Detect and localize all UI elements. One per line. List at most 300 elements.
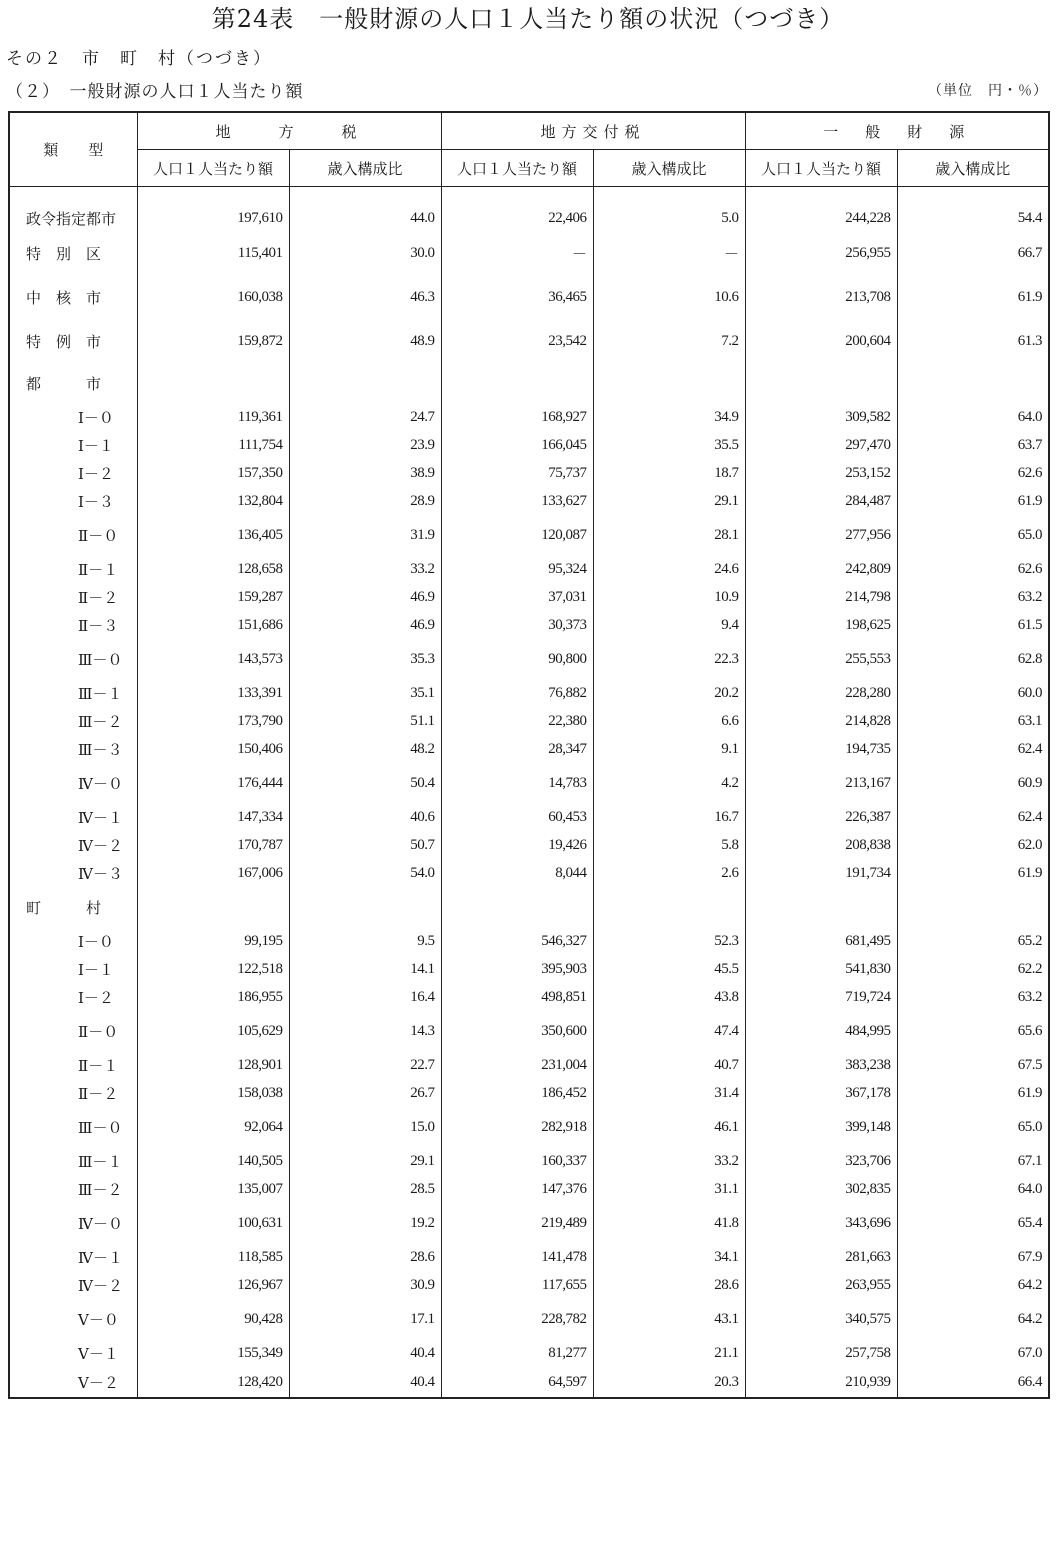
value-cell: 155,349 xyxy=(137,1339,289,1367)
value-cell: 64.2 xyxy=(897,1271,1049,1299)
value-cell: 213,167 xyxy=(745,763,897,803)
value-cell: 20.3 xyxy=(593,1367,745,1398)
table-row xyxy=(9,459,1049,487)
value-cell: 118,585 xyxy=(137,1243,289,1271)
value-cell: 40.6 xyxy=(289,803,441,831)
value-cell: 126,967 xyxy=(137,1271,289,1299)
value-cell: 546,327 xyxy=(441,927,593,955)
value-cell xyxy=(137,887,289,927)
value-cell: 63.1 xyxy=(897,707,1049,735)
value-cell: 52.3 xyxy=(593,927,745,955)
ratio-header: 歳入構成比 xyxy=(289,150,441,187)
value-cell: 160,337 xyxy=(441,1147,593,1175)
value-cell: 35.5 xyxy=(593,431,745,459)
value-cell: － xyxy=(593,231,745,275)
row-label: Ⅰ－２ xyxy=(78,988,114,1007)
value-cell: 6.6 xyxy=(593,707,745,735)
value-cell: 105,629 xyxy=(137,1011,289,1051)
value-cell: 33.2 xyxy=(593,1147,745,1175)
table-row xyxy=(9,1147,1049,1175)
row-label: 特 例 市 xyxy=(26,332,102,351)
value-cell: 40.7 xyxy=(593,1051,745,1079)
value-cell: 34.9 xyxy=(593,403,745,431)
value-cell: 62.6 xyxy=(897,555,1049,583)
value-cell: 191,734 xyxy=(745,859,897,887)
row-label: Ⅲ－３ xyxy=(78,740,123,759)
row-label: Ⅱ－２ xyxy=(78,588,119,607)
value-cell: 22.7 xyxy=(289,1051,441,1079)
value-cell: 323,706 xyxy=(745,1147,897,1175)
value-cell: 63.7 xyxy=(897,431,1049,459)
table-row xyxy=(9,1051,1049,1079)
value-cell: 208,838 xyxy=(745,831,897,859)
table-row xyxy=(9,1243,1049,1271)
value-cell: 186,452 xyxy=(441,1079,593,1107)
value-cell: 81,277 xyxy=(441,1339,593,1367)
value-cell: 60.9 xyxy=(897,763,1049,803)
value-cell: 9.1 xyxy=(593,735,745,763)
value-cell: 14,783 xyxy=(441,763,593,803)
value-cell: 35.3 xyxy=(289,639,441,679)
table-row xyxy=(9,431,1049,459)
value-cell: 186,955 xyxy=(137,983,289,1011)
row-label: Ⅳ－０ xyxy=(78,1214,123,1233)
table-row xyxy=(9,831,1049,859)
value-cell: 257,758 xyxy=(745,1339,897,1367)
value-cell: 133,391 xyxy=(137,679,289,707)
value-cell: 10.6 xyxy=(593,275,745,319)
value-cell: 28.1 xyxy=(593,515,745,555)
value-cell: 159,872 xyxy=(137,319,289,363)
value-cell: 135,007 xyxy=(137,1175,289,1203)
value-cell: 64.2 xyxy=(897,1299,1049,1339)
value-cell: 157,350 xyxy=(137,459,289,487)
local-tax-header: 地 方 税 xyxy=(137,112,441,150)
table-row xyxy=(9,1011,1049,1051)
value-cell: 66.7 xyxy=(897,231,1049,275)
row-label: Ⅲ－０ xyxy=(78,1118,123,1137)
row-label: 特 別 区 xyxy=(26,244,102,263)
value-cell: 2.6 xyxy=(593,859,745,887)
value-cell: 19,426 xyxy=(441,831,593,859)
value-cell xyxy=(441,887,593,927)
row-label: Ⅱ－１ xyxy=(78,1056,119,1075)
value-cell: 67.5 xyxy=(897,1051,1049,1079)
value-cell: 168,927 xyxy=(441,403,593,431)
value-cell: 54.4 xyxy=(897,187,1049,232)
value-cell: 284,487 xyxy=(745,487,897,515)
row-label: 中 核 市 xyxy=(26,288,102,307)
value-cell: 277,956 xyxy=(745,515,897,555)
value-cell: 46.3 xyxy=(289,275,441,319)
value-cell: 28.5 xyxy=(289,1175,441,1203)
value-cell: 63.2 xyxy=(897,983,1049,1011)
value-cell: 340,575 xyxy=(745,1299,897,1339)
value-cell xyxy=(897,887,1049,927)
unit-note: （単位 円・％） xyxy=(928,83,1048,99)
value-cell: 228,782 xyxy=(441,1299,593,1339)
value-cell: 681,495 xyxy=(745,927,897,955)
value-cell: 167,006 xyxy=(137,859,289,887)
table-row xyxy=(9,927,1049,955)
value-cell: 45.5 xyxy=(593,955,745,983)
value-cell: 228,280 xyxy=(745,679,897,707)
table-row xyxy=(9,1079,1049,1107)
value-cell: 16.4 xyxy=(289,983,441,1011)
value-cell: 29.1 xyxy=(593,487,745,515)
per-capita-header: 人口１人当たり額 xyxy=(441,150,593,187)
value-cell: 30.0 xyxy=(289,231,441,275)
value-cell: 67.0 xyxy=(897,1339,1049,1367)
group-heading-row xyxy=(9,363,1049,403)
value-cell: 214,828 xyxy=(745,707,897,735)
value-cell: 158,038 xyxy=(137,1079,289,1107)
value-cell: 17.1 xyxy=(289,1299,441,1339)
value-cell: 242,809 xyxy=(745,555,897,583)
value-cell: 302,835 xyxy=(745,1175,897,1203)
value-cell: 18.7 xyxy=(593,459,745,487)
value-cell: 14.3 xyxy=(289,1011,441,1051)
local-allocation-tax-header: 地方交付税 xyxy=(441,112,745,150)
value-cell: 62.8 xyxy=(897,639,1049,679)
row-label: Ⅳ－１ xyxy=(78,1248,123,1267)
value-cell: 253,152 xyxy=(745,459,897,487)
value-cell: 30.9 xyxy=(289,1271,441,1299)
value-cell: 484,995 xyxy=(745,1011,897,1051)
row-label: 町 村 xyxy=(26,898,102,917)
value-cell: 50.7 xyxy=(289,831,441,859)
value-cell: 61.3 xyxy=(897,319,1049,363)
value-cell: 33.2 xyxy=(289,555,441,583)
value-cell: 64.0 xyxy=(897,1175,1049,1203)
value-cell: 256,955 xyxy=(745,231,897,275)
value-cell: 719,724 xyxy=(745,983,897,1011)
value-cell: 160,038 xyxy=(137,275,289,319)
value-cell: 65.2 xyxy=(897,927,1049,955)
value-cell: 62.0 xyxy=(897,831,1049,859)
value-cell: 383,238 xyxy=(745,1051,897,1079)
value-cell: 210,939 xyxy=(745,1367,897,1398)
value-cell: 61.9 xyxy=(897,859,1049,887)
table-row xyxy=(9,983,1049,1011)
value-cell: 136,405 xyxy=(137,515,289,555)
value-cell: 297,470 xyxy=(745,431,897,459)
row-label: Ⅰ－２ xyxy=(78,464,114,483)
value-cell: 147,334 xyxy=(137,803,289,831)
table-row xyxy=(9,1299,1049,1339)
value-cell: 67.9 xyxy=(897,1243,1049,1271)
value-cell: 128,658 xyxy=(137,555,289,583)
value-cell: 90,800 xyxy=(441,639,593,679)
value-cell: 133,627 xyxy=(441,487,593,515)
value-cell: 541,830 xyxy=(745,955,897,983)
value-cell: 30,373 xyxy=(441,611,593,639)
value-cell: 41.8 xyxy=(593,1203,745,1243)
value-cell: 67.1 xyxy=(897,1147,1049,1175)
row-label: 都 市 xyxy=(26,374,102,393)
value-cell: 95,324 xyxy=(441,555,593,583)
value-cell xyxy=(289,363,441,403)
value-cell: 8,044 xyxy=(441,859,593,887)
value-cell: 34.1 xyxy=(593,1243,745,1271)
value-cell: 197,610 xyxy=(137,187,289,232)
table-row xyxy=(9,763,1049,803)
table-row xyxy=(9,1367,1049,1398)
value-cell: 64,597 xyxy=(441,1367,593,1398)
value-cell: 173,790 xyxy=(137,707,289,735)
value-cell xyxy=(897,363,1049,403)
value-cell: 140,505 xyxy=(137,1147,289,1175)
table-row xyxy=(9,231,1049,275)
row-label: Ⅱ－２ xyxy=(78,1084,119,1103)
value-cell: 19.2 xyxy=(289,1203,441,1243)
value-cell: 176,444 xyxy=(137,763,289,803)
value-cell: 309,582 xyxy=(745,403,897,431)
value-cell: 22,406 xyxy=(441,187,593,232)
value-cell: 141,478 xyxy=(441,1243,593,1271)
per-capita-table xyxy=(8,111,1050,1399)
value-cell: 46.1 xyxy=(593,1107,745,1147)
value-cell: 50.4 xyxy=(289,763,441,803)
value-cell: 65.4 xyxy=(897,1203,1049,1243)
row-label: Ⅱ－０ xyxy=(78,1022,119,1041)
value-cell: 40.4 xyxy=(289,1339,441,1367)
row-label: Ⅳ－１ xyxy=(78,808,123,827)
value-cell: 65.0 xyxy=(897,1107,1049,1147)
value-cell: 36,465 xyxy=(441,275,593,319)
table-row xyxy=(9,555,1049,583)
value-cell: 48.9 xyxy=(289,319,441,363)
value-cell: 5.0 xyxy=(593,187,745,232)
value-cell: 37,031 xyxy=(441,583,593,611)
table-row xyxy=(9,515,1049,555)
value-cell: 20.2 xyxy=(593,679,745,707)
value-cell: 226,387 xyxy=(745,803,897,831)
value-cell: 29.1 xyxy=(289,1147,441,1175)
value-cell: 61.9 xyxy=(897,1079,1049,1107)
value-cell: 48.2 xyxy=(289,735,441,763)
value-cell xyxy=(593,887,745,927)
value-cell: 255,553 xyxy=(745,639,897,679)
row-label: Ⅴ－１ xyxy=(78,1344,119,1363)
value-cell: 122,518 xyxy=(137,955,289,983)
value-cell: 28.9 xyxy=(289,487,441,515)
table-row xyxy=(9,679,1049,707)
value-cell: 76,882 xyxy=(441,679,593,707)
value-cell: 132,804 xyxy=(137,487,289,515)
value-cell: 100,631 xyxy=(137,1203,289,1243)
value-cell: 64.0 xyxy=(897,403,1049,431)
table-row xyxy=(9,611,1049,639)
value-cell: 119,361 xyxy=(137,403,289,431)
value-cell: 46.9 xyxy=(289,611,441,639)
value-cell: 23,542 xyxy=(441,319,593,363)
type-header: 類 型 xyxy=(9,112,137,187)
per-capita-header: 人口１人当たり額 xyxy=(137,150,289,187)
table-row xyxy=(9,1339,1049,1367)
value-cell: 35.1 xyxy=(289,679,441,707)
value-cell: 117,655 xyxy=(441,1271,593,1299)
row-label: 政令指定都市 xyxy=(26,209,117,228)
value-cell: 14.1 xyxy=(289,955,441,983)
value-cell: 128,420 xyxy=(137,1367,289,1398)
value-cell: 9.4 xyxy=(593,611,745,639)
value-cell: 498,851 xyxy=(441,983,593,1011)
row-label: Ⅲ－２ xyxy=(78,1180,123,1199)
value-cell xyxy=(289,887,441,927)
value-cell: 4.2 xyxy=(593,763,745,803)
value-cell: 31.1 xyxy=(593,1175,745,1203)
value-cell: 51.1 xyxy=(289,707,441,735)
value-cell: 120,087 xyxy=(441,515,593,555)
value-cell: 244,228 xyxy=(745,187,897,232)
value-cell: 61.9 xyxy=(897,487,1049,515)
value-cell: 143,573 xyxy=(137,639,289,679)
value-cell: 66.4 xyxy=(897,1367,1049,1398)
value-cell: 147,376 xyxy=(441,1175,593,1203)
ratio-header: 歳入構成比 xyxy=(593,150,745,187)
value-cell: 28.6 xyxy=(593,1271,745,1299)
value-cell: 399,148 xyxy=(745,1107,897,1147)
table-subtitle: （２） 一般財源の人口１人当たり額 xyxy=(6,82,304,102)
value-cell: 28.6 xyxy=(289,1243,441,1271)
value-cell: 151,686 xyxy=(137,611,289,639)
table-row xyxy=(9,735,1049,763)
table-row xyxy=(9,1175,1049,1203)
row-label: Ⅳ－３ xyxy=(78,864,123,883)
value-cell: 24.7 xyxy=(289,403,441,431)
row-label: Ⅱ－１ xyxy=(78,560,119,579)
value-cell: 115,401 xyxy=(137,231,289,275)
table-row xyxy=(9,275,1049,319)
value-cell: 44.0 xyxy=(289,187,441,232)
value-cell: 166,045 xyxy=(441,431,593,459)
value-cell: 28,347 xyxy=(441,735,593,763)
row-label: Ⅲ－２ xyxy=(78,712,123,731)
value-cell: 111,754 xyxy=(137,431,289,459)
row-label: Ⅰ－０ xyxy=(78,408,114,427)
row-label: Ⅲ－１ xyxy=(78,684,123,703)
value-cell: 22,380 xyxy=(441,707,593,735)
value-cell: 150,406 xyxy=(137,735,289,763)
value-cell: 31.4 xyxy=(593,1079,745,1107)
row-label: Ⅰ－３ xyxy=(78,492,114,511)
value-cell xyxy=(593,363,745,403)
value-cell: 60.0 xyxy=(897,679,1049,707)
row-label: Ⅰ－１ xyxy=(78,960,114,979)
row-label: Ⅰ－１ xyxy=(78,436,114,455)
row-label: Ⅳ－０ xyxy=(78,774,123,793)
value-cell: 43.1 xyxy=(593,1299,745,1339)
row-label: Ⅴ－２ xyxy=(78,1373,119,1392)
table-row xyxy=(9,1107,1049,1147)
table-row xyxy=(9,319,1049,363)
value-cell: 75,737 xyxy=(441,459,593,487)
value-cell: 63.2 xyxy=(897,583,1049,611)
page-title: 第24表 一般財源の人口１人当たり額の状況（つづき） xyxy=(211,5,845,33)
value-cell: 7.2 xyxy=(593,319,745,363)
value-cell: 40.4 xyxy=(289,1367,441,1398)
value-cell: 10.9 xyxy=(593,583,745,611)
value-cell: 26.7 xyxy=(289,1079,441,1107)
row-label: Ⅰ－０ xyxy=(78,932,114,951)
value-cell: 219,489 xyxy=(441,1203,593,1243)
value-cell xyxy=(745,363,897,403)
value-cell: 24.6 xyxy=(593,555,745,583)
value-cell: 159,287 xyxy=(137,583,289,611)
value-cell xyxy=(441,363,593,403)
row-label: Ⅲ－１ xyxy=(78,1152,123,1171)
value-cell: 16.7 xyxy=(593,803,745,831)
value-cell: 62.4 xyxy=(897,735,1049,763)
table-row xyxy=(9,1203,1049,1243)
value-cell: 61.9 xyxy=(897,275,1049,319)
value-cell: 231,004 xyxy=(441,1051,593,1079)
value-cell: 60,453 xyxy=(441,803,593,831)
table-row xyxy=(9,583,1049,611)
table-row xyxy=(9,403,1049,431)
row-label: Ⅲ－０ xyxy=(78,650,123,669)
value-cell: 54.0 xyxy=(289,859,441,887)
general-revenue-header: 一 般 財 源 xyxy=(745,112,1049,150)
value-cell xyxy=(745,887,897,927)
value-cell: 367,178 xyxy=(745,1079,897,1107)
value-cell: 22.3 xyxy=(593,639,745,679)
value-cell: 47.4 xyxy=(593,1011,745,1051)
value-cell: 90,428 xyxy=(137,1299,289,1339)
value-cell: 194,735 xyxy=(745,735,897,763)
value-cell: 281,663 xyxy=(745,1243,897,1271)
value-cell: 5.8 xyxy=(593,831,745,859)
table-body xyxy=(9,187,1049,1399)
value-cell: 46.9 xyxy=(289,583,441,611)
table-row xyxy=(9,955,1049,983)
value-cell: 214,798 xyxy=(745,583,897,611)
value-cell: 65.6 xyxy=(897,1011,1049,1051)
value-cell: 92,064 xyxy=(137,1107,289,1147)
value-cell: 21.1 xyxy=(593,1339,745,1367)
table-row xyxy=(9,639,1049,679)
value-cell: 395,903 xyxy=(441,955,593,983)
row-label: Ⅱ－３ xyxy=(78,616,119,635)
group-heading-row xyxy=(9,887,1049,927)
value-cell: 343,696 xyxy=(745,1203,897,1243)
value-cell: 62.2 xyxy=(897,955,1049,983)
row-label: Ⅳ－２ xyxy=(78,836,123,855)
value-cell: 9.5 xyxy=(289,927,441,955)
value-cell xyxy=(137,363,289,403)
value-cell: 198,625 xyxy=(745,611,897,639)
value-cell: 23.9 xyxy=(289,431,441,459)
row-label: Ⅴ－０ xyxy=(78,1310,119,1329)
ratio-header: 歳入構成比 xyxy=(897,150,1049,187)
value-cell: 15.0 xyxy=(289,1107,441,1147)
value-cell: 65.0 xyxy=(897,515,1049,555)
value-cell: 43.8 xyxy=(593,983,745,1011)
value-cell: － xyxy=(441,231,593,275)
value-cell: 213,708 xyxy=(745,275,897,319)
table-row xyxy=(9,803,1049,831)
value-cell: 170,787 xyxy=(137,831,289,859)
value-cell: 31.9 xyxy=(289,515,441,555)
value-cell: 200,604 xyxy=(745,319,897,363)
row-label: Ⅱ－０ xyxy=(78,526,119,545)
value-cell: 263,955 xyxy=(745,1271,897,1299)
value-cell: 99,195 xyxy=(137,927,289,955)
row-label: Ⅳ－２ xyxy=(78,1276,123,1295)
table-row xyxy=(9,859,1049,887)
value-cell: 62.4 xyxy=(897,803,1049,831)
